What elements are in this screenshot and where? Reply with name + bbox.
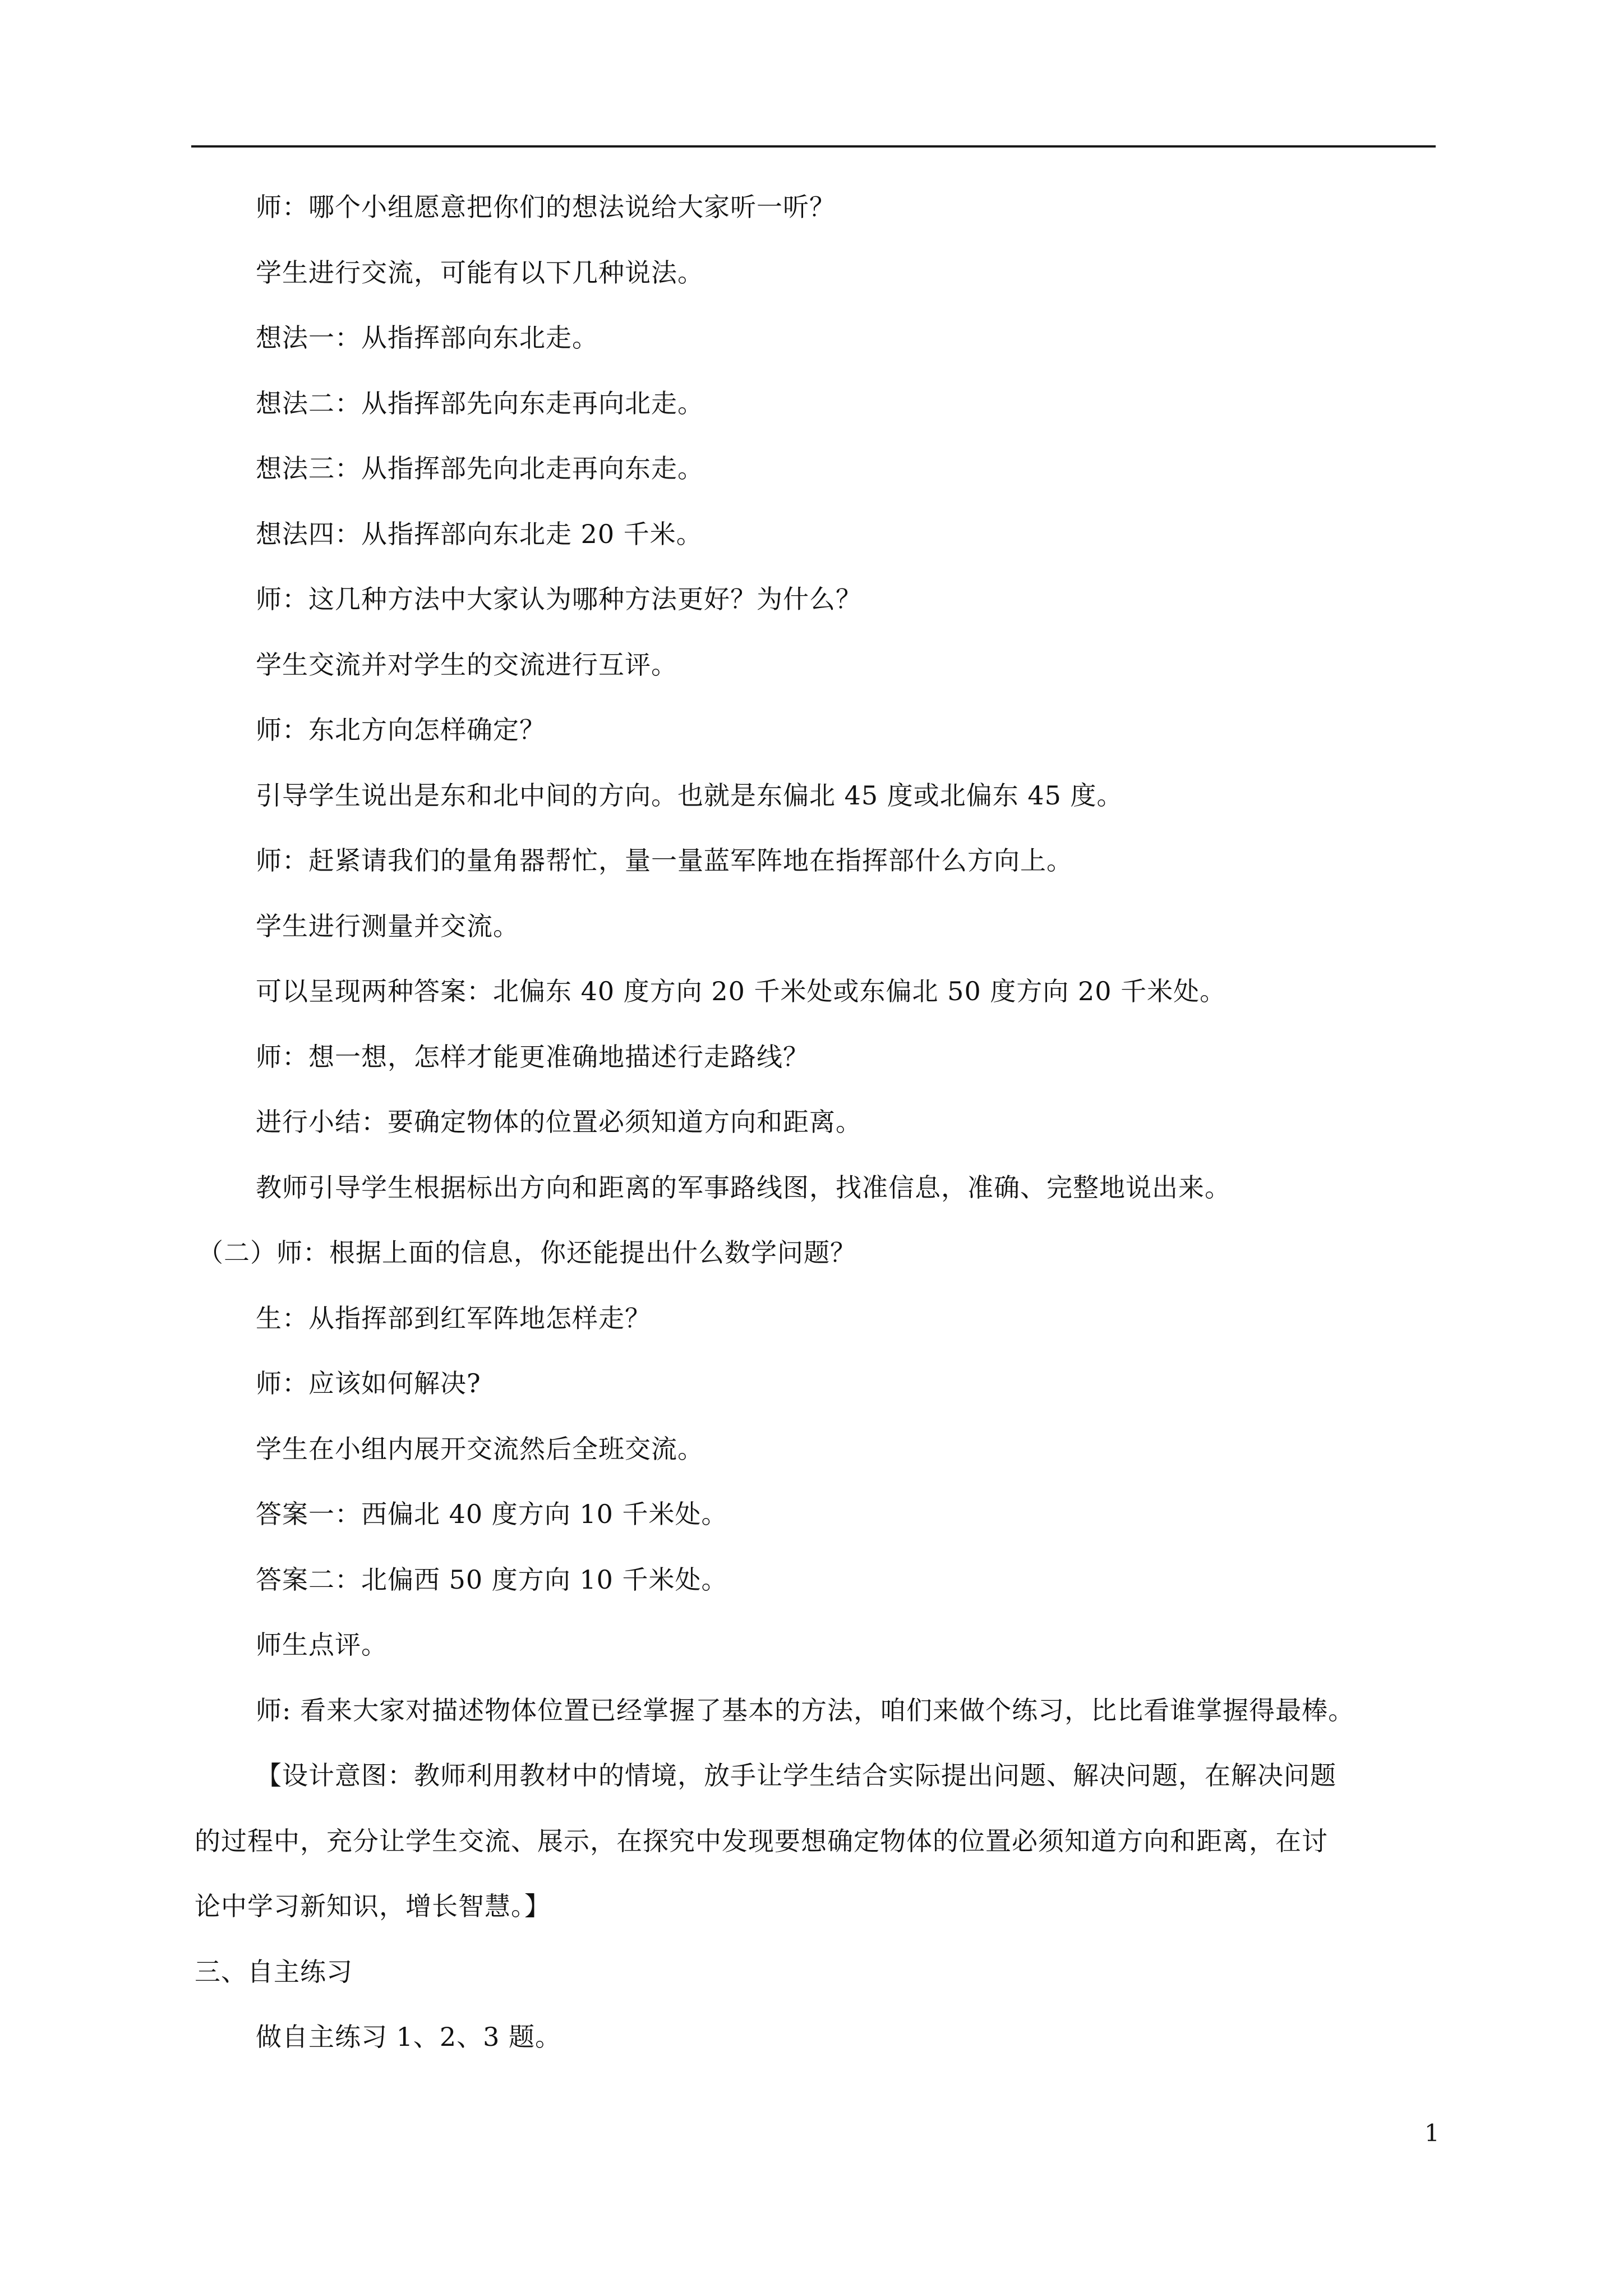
section-heading: 三、自主练习	[195, 1957, 353, 1987]
text-line: 学生进行交流，可能有以下几种说法。	[256, 257, 704, 288]
text-line: 想法四：从指挥部向东北走 20 千米。	[256, 519, 703, 549]
text-line: 师生点评。	[256, 1630, 388, 1660]
text-line: 可以呈现两种答案：北偏东 40 度方向 20 千米处或东偏北 50 度方向 20 千米处。	[256, 976, 1227, 1006]
text-line: 想法二：从指挥部先向东走再向北走。	[256, 388, 704, 418]
text-line: 做自主练习 1、2、3 题。	[256, 2022, 562, 2052]
design-intent-line: 【设计意图：教师利用教材中的情境，放手让学生结合实际提出问题、解决问题，在解决问题	[256, 1760, 1336, 1791]
text-line: 学生进行测量并交流。	[256, 911, 519, 941]
text-line: 师：这几种方法中大家认为哪种方法更好？为什么？	[256, 584, 862, 614]
page-number: 1	[1424, 2119, 1440, 2147]
text-line: 师：哪个小组愿意把你们的想法说给大家听一听？	[256, 192, 836, 222]
text-line: 学生交流并对学生的交流进行互评。	[256, 650, 677, 680]
text-line: 师：东北方向怎样确定？	[256, 715, 546, 745]
text-line: 生：从指挥部到红军阵地怎样走？	[256, 1303, 651, 1333]
text-line: 引导学生说出是东和北中间的方向。也就是东偏北 45 度或北偏东 45 度。	[256, 780, 1123, 811]
text-line: 师：应该如何解决?	[256, 1368, 481, 1398]
text-line: 师：想一想，怎样才能更准确地描述行走路线？	[256, 1042, 809, 1072]
text-line: 进行小结：要确定物体的位置必须知道方向和距离。	[256, 1107, 862, 1137]
design-intent-line: 的过程中，充分让学生交流、展示，在探究中发现要想确定物体的位置必须知道方向和距离，在讨	[195, 1826, 1328, 1856]
text-line: 答案一：西偏北 40 度方向 10 千米处。	[256, 1499, 728, 1529]
design-intent-line: 论中学习新知识，增长智慧。】	[195, 1891, 551, 1921]
text-line: 学生在小组内展开交流然后全班交流。	[256, 1434, 704, 1464]
text-line: 答案二：北偏西 50 度方向 10 千米处。	[256, 1565, 728, 1595]
text-line: 想法三：从指挥部先向北走再向东走。	[256, 453, 704, 484]
text-line: 教师引导学生根据标出方向和距离的军事路线图，找准信息，准确、完整地说出来。	[256, 1172, 1231, 1203]
text-line: 想法一：从指挥部向东北走。	[256, 323, 598, 353]
header-rule	[191, 145, 1436, 148]
text-line: 师: 看来大家对描述物体位置已经掌握了基本的方法，咱们来做个练习，比比看谁掌握得最棒。	[256, 1695, 1355, 1726]
text-line: 师：赶紧请我们的量角器帮忙，量一量蓝军阵地在指挥部什么方向上。	[256, 845, 1073, 876]
section-heading: （二）师：根据上面的信息，你还能提出什么数学问题？	[197, 1237, 856, 1268]
